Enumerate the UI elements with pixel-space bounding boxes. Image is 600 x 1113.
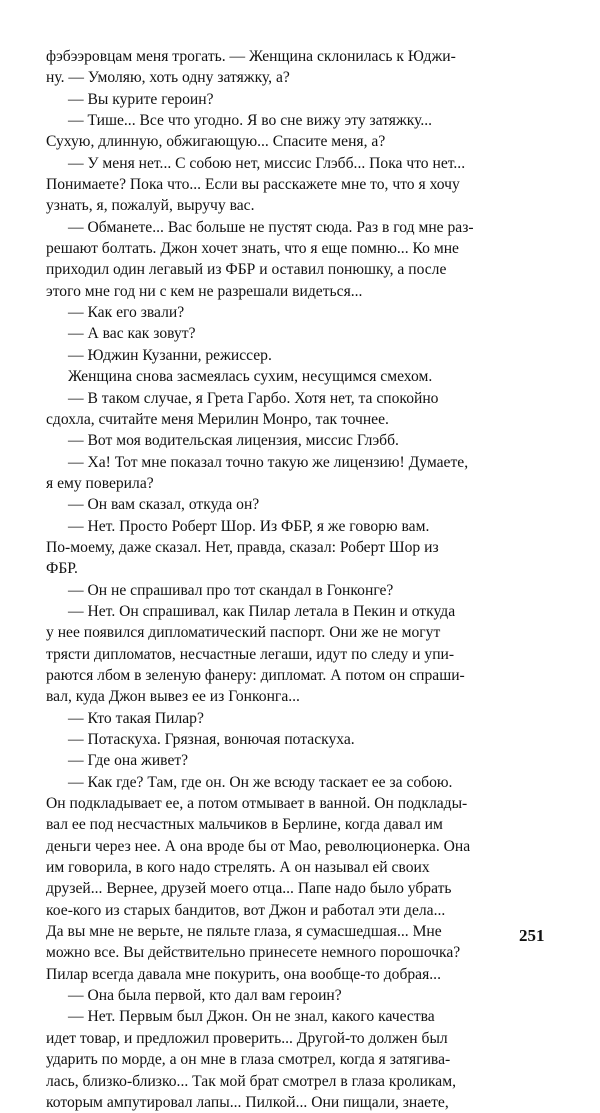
text-line: — Нет. Просто Роберт Шор. Из ФБР, я же говорю вам. — [68, 517, 430, 535]
page-number: 251 — [519, 926, 545, 945]
text-line: им говорила, в кого надо стрелять. А он называл ей своих — [46, 859, 430, 877]
text-line: — Ха! Тот мне показал точно такую же лицензию! Думаете, — [68, 453, 469, 471]
text-line: — Юджин Кузанни, режиссер. — [68, 346, 272, 364]
text-line: — Вот моя водительская лицензия, миссис Глэбб. — [68, 432, 399, 450]
text-line: друзей... Вернее, друзей моего отца... Папе надо было убрать — [46, 880, 452, 898]
text-line: можно все. Вы действительно принесете немного порошочка? — [46, 944, 461, 962]
text-line: По-моему, даже сказал. Нет, правда, сказал: Роберт Шор из — [46, 538, 439, 556]
text-line: — Где она живет? — [68, 752, 189, 770]
text-line: которым ампутировал лапы... Пилкой... Они пищали, знаете, — [46, 1093, 449, 1111]
text-line: деньги через нее. А она вроде бы от Мао, революционерка. Она — [46, 837, 471, 855]
text-line: этого мне год ни с кем не разрешали видеться... — [46, 282, 363, 300]
text-line: — Как где? Там, где он. Он же всюду таскает ее за собою. — [68, 773, 453, 791]
text-line: — Как его звали? — [68, 304, 185, 322]
text-line: — Тише... Все что угодно. Я во сне вижу эту затяжку... — [68, 112, 433, 130]
text-line: — В таком случае, я Грета Гарбо. Хотя нет, та спокойно — [68, 389, 439, 407]
text-line: фэбээровцам меня трогать. — Женщина склонилась к Юджи- — [46, 48, 456, 65]
text-line: — Потаскуха. Грязная, вонючая потаскуха. — [68, 731, 355, 748]
text-line: — Нет. Первым был Джон. Он не знал, какого качества — [68, 1008, 435, 1026]
text-line: Он подкладывает ее, а потом отмывает в ванной. Он подклады- — [46, 795, 468, 813]
text-line: приходил один легавый из ФБР и оставил понюшку, а после — [46, 261, 447, 279]
text-line: вал, куда Джон вывез ее из Гонконга... — [46, 688, 300, 706]
text-line: — Кто такая Пилар? — [68, 709, 204, 727]
body-text — [46, 46, 556, 1113]
text-line: — Он не спрашивал про тот скандал в Гонконге? — [68, 581, 394, 599]
text-line: трясти дипломатов, несчастные легаши, идут по следу и упи- — [46, 645, 455, 663]
text-line: Понимаете? Пока что... Если вы расскажете мне то, что я хочу — [46, 176, 460, 194]
text-line: сдохла, считайте меня Мерилин Монро, так точнее. — [46, 410, 389, 428]
text-line: лась, близко-близко... Так мой брат смотрел в глаза кроликам, — [46, 1072, 456, 1090]
text-line: — У меня нет... С собою нет, миссис Глэбб... Пока что нет... — [68, 154, 466, 172]
text-line: решают болтать. Джон хочет знать, что я еще помню... Ко мне — [46, 240, 459, 258]
text-line: я ему поверила? — [46, 474, 154, 492]
text-line: ну. — Умоляю, хоть одну затяжку, а? — [46, 69, 290, 87]
text-line: — А вас как зовут? — [68, 325, 196, 343]
text-line: Женщина снова засмеялась сухим, несущимся смехом. — [68, 368, 433, 386]
text-line: — Обманете... Вас больше не пустят сюда. Раз в год мне раз- — [68, 218, 474, 236]
text-line: кое-кого из старых бандитов, вот Джон и работал эти дела... — [46, 901, 446, 919]
text-line: ударить по морде, а он мне в глаза смотрел, когда я затягива- — [46, 1051, 451, 1069]
text-line: Сухую, длинную, обжигающую... Спасите меня, а? — [46, 133, 386, 151]
text-line: идет товар, и предложил проверить... Другой-то должен был — [46, 1029, 448, 1047]
text-line: узнать, я, пожалуй, выручу вас. — [46, 197, 255, 215]
text-line: у нее появился дипломатический паспорт. Они же не могут — [46, 624, 441, 642]
text-line: раются лбом в зеленую фанеру: дипломат. А потом он спраши- — [46, 666, 465, 684]
text-line: Да вы мне не верьте, не пяльте глаза, я сумасшедшая... Мне — [46, 923, 442, 941]
text-line: — Она была первой, кто дал вам героин? — [68, 987, 342, 1005]
text-line: — Вы курите героин? — [68, 90, 214, 108]
text-line: вал ее под несчастных мальчиков в Берлине, когда давал им — [46, 816, 443, 834]
text-line: — Он вам сказал, откуда он? — [68, 496, 260, 514]
text-line: ФБР. — [46, 560, 78, 578]
text-line: — Нет. Он спрашивал, как Пилар летала в Пекин и откуда — [68, 602, 456, 620]
text-line: Пилар всегда давала мне покурить, она вообще-то добрая... — [46, 965, 441, 983]
